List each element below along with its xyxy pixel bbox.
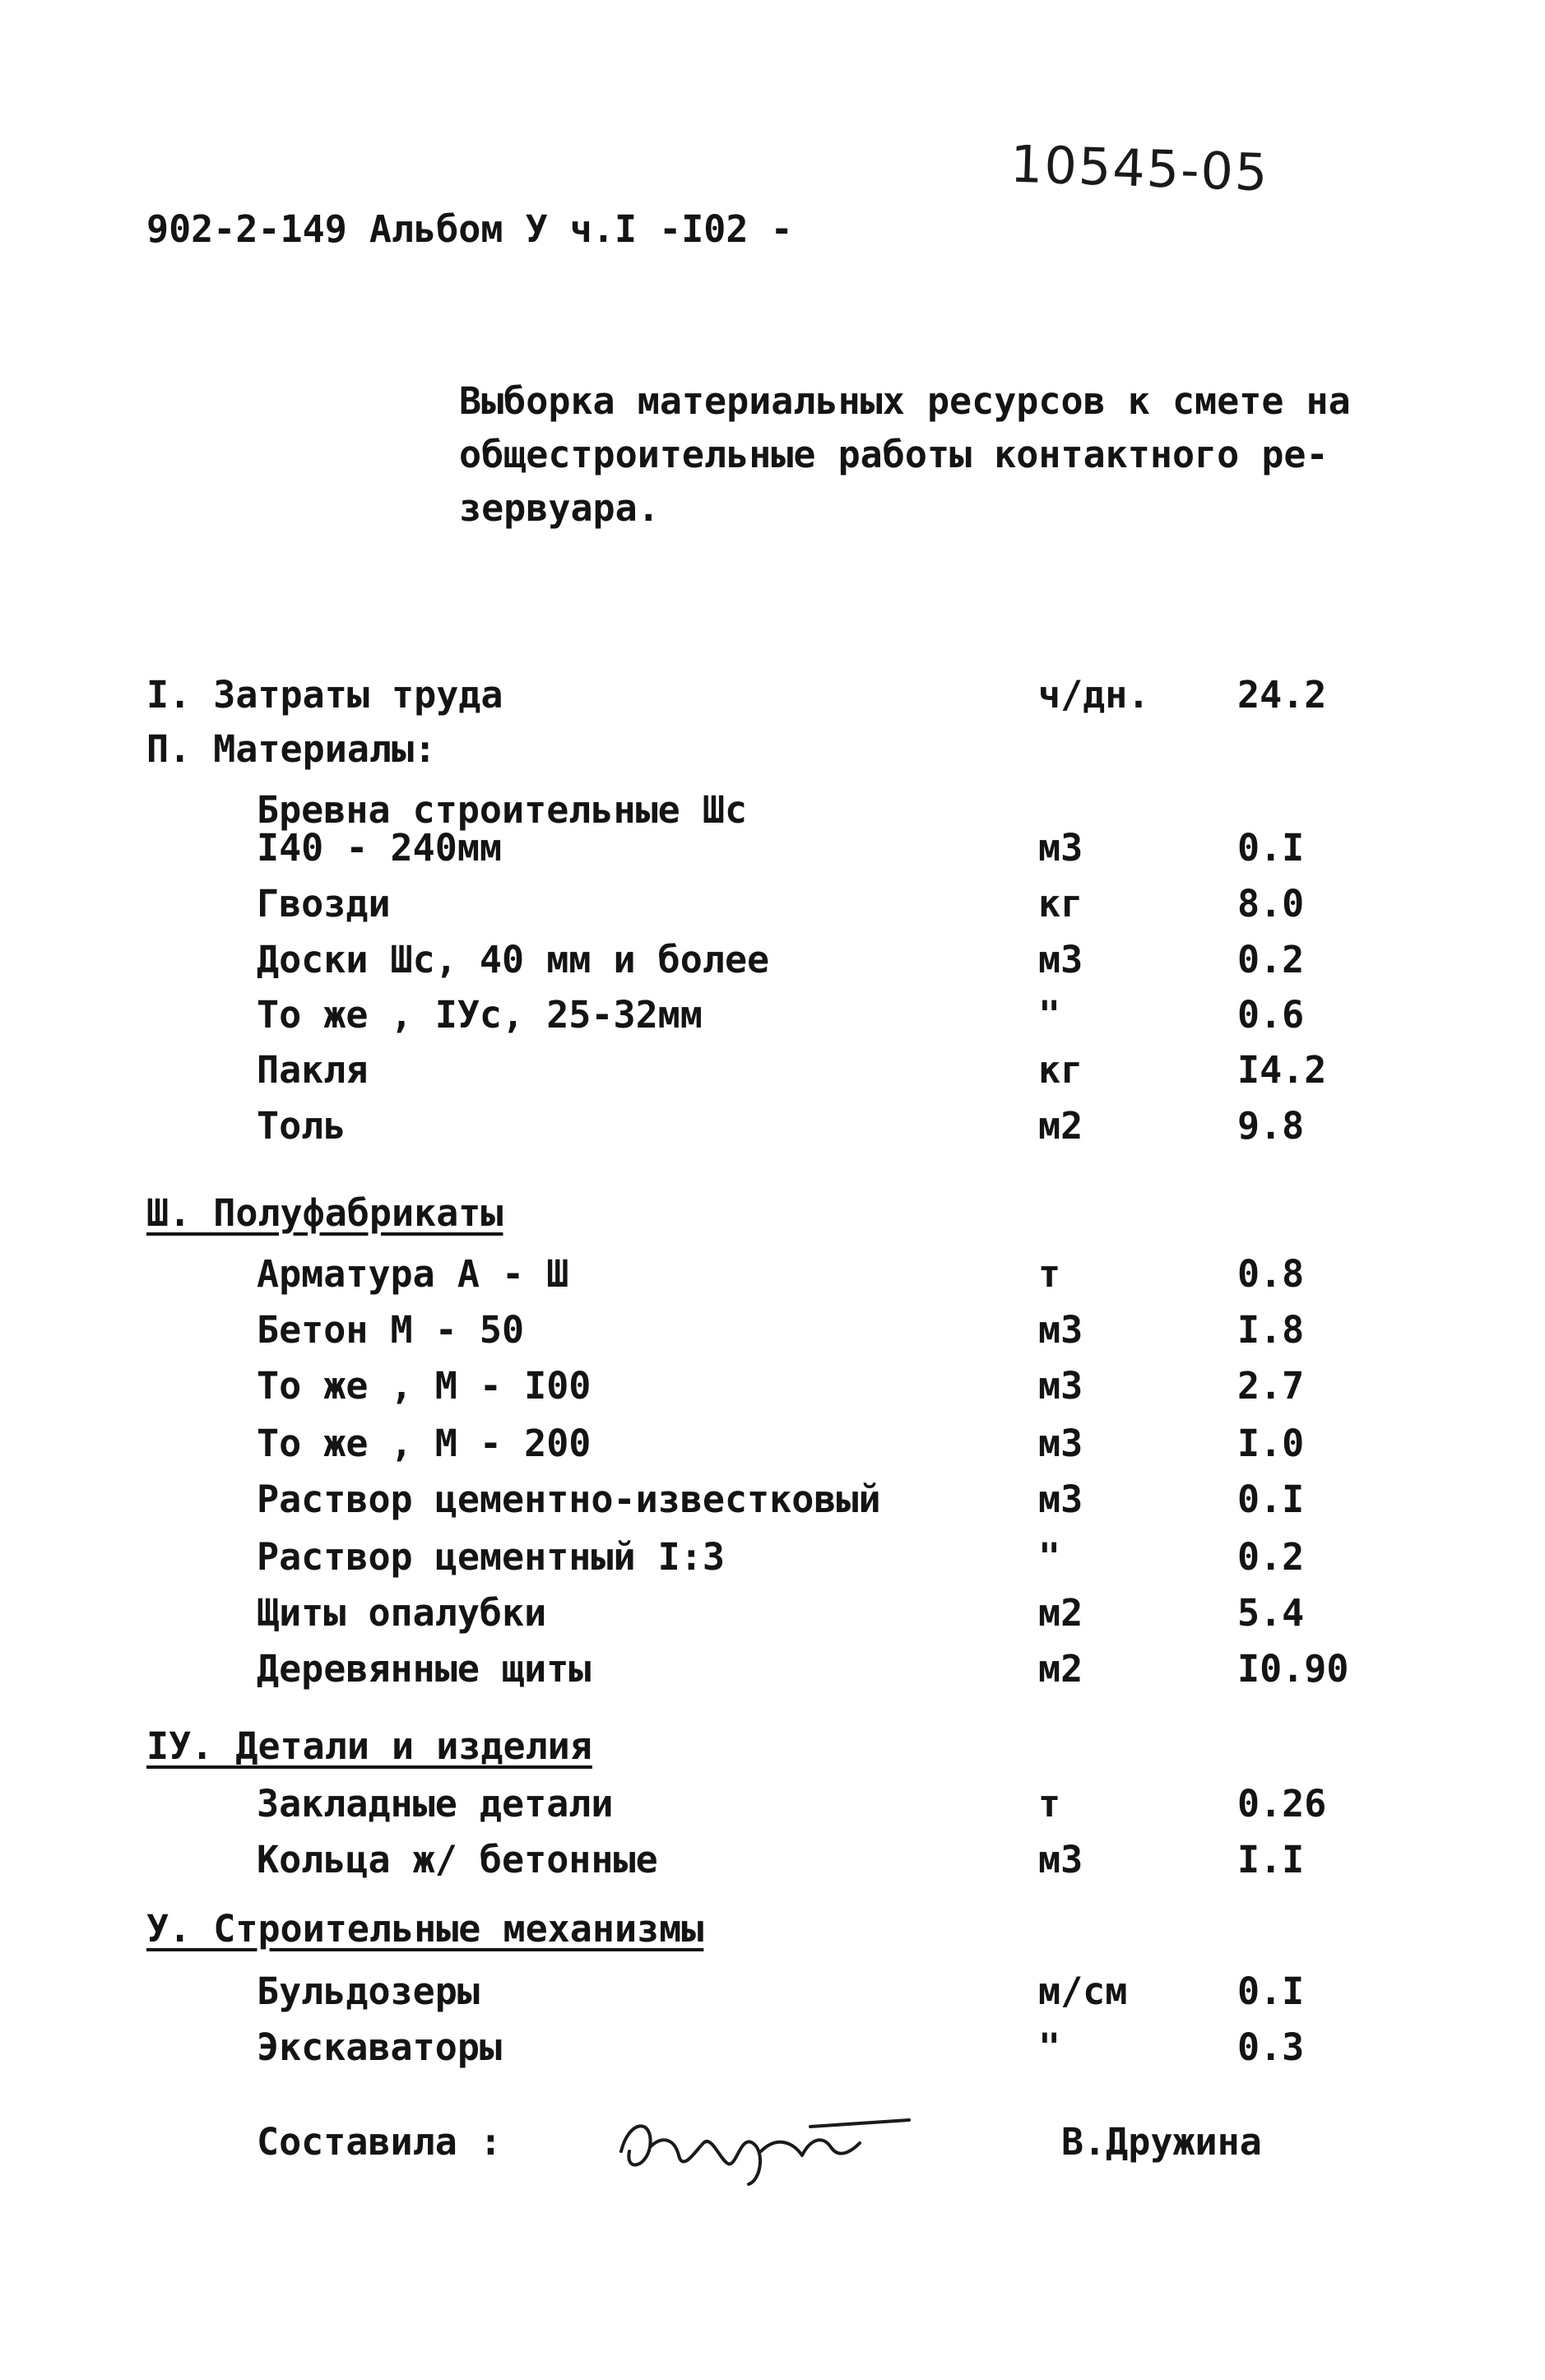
row-label: Доски Шс, 40 мм и более [257,938,770,981]
row-unit: м3 [1038,1838,1083,1881]
document-header: 902-2-149 Альбом У ч.I -I02 - [146,207,793,251]
resource-row [0,1252,1545,1306]
row-label: Бревна строительные Шс [257,788,748,832]
row-label: Пакля [257,1048,369,1092]
row-label: Щиты опалубки [257,1591,547,1635]
title-line: Выборка материальных ресурсов к смете на [459,379,1351,423]
row-unit: " [1038,1535,1061,1579]
row-quantity: 0.I [1237,826,1305,870]
resource-row [0,1422,1545,1476]
row-label: Арматура А - Ш [257,1252,569,1296]
row-quantity: I.I [1237,1838,1305,1881]
row-label: Деревянные щиты [257,1647,592,1691]
resource-row [0,1969,1545,2024]
resource-row [0,1364,1545,1418]
document-title [459,374,1405,535]
row-label: То же , М - 200 [257,1422,592,1465]
row-quantity: I4.2 [1237,1048,1327,1092]
row-unit: кг [1038,1048,1083,1092]
row-label: I40 - 240мм [257,826,503,870]
row-unit: м2 [1038,1104,1083,1148]
row-label: Кольца ж/ бетонные [257,1838,658,1881]
section-heading [0,727,1545,782]
signature-block [0,2102,1545,2192]
row-unit: м3 [1038,938,1083,981]
compiled-by-label: Составила : [257,2120,503,2164]
row-unit: м3 [1038,1364,1083,1408]
resource-row [0,882,1545,936]
row-unit: м2 [1038,1647,1083,1691]
row-quantity: 0.I [1237,1969,1305,2013]
row-label: Бульдозеры [257,1969,480,2013]
row-quantity: I0.90 [1237,1647,1349,1691]
row-quantity: 0.2 [1237,1535,1305,1579]
row-quantity: I.8 [1237,1308,1305,1352]
row-unit: т [1038,1252,1061,1296]
section-heading [0,1907,1545,1961]
resource-row [0,938,1545,992]
row-quantity: 0.8 [1237,1252,1305,1296]
row-quantity: 24.2 [1237,673,1327,717]
resource-row [0,826,1545,880]
row-unit: м3 [1038,1422,1083,1465]
row-unit: м/см [1038,1969,1128,2013]
resource-row [0,1478,1545,1532]
row-quantity: 9.8 [1237,1104,1305,1148]
row-label: П. Материалы: [146,727,437,771]
resource-row [0,673,1545,727]
resource-row [0,1647,1545,1701]
row-quantity: I.0 [1237,1422,1305,1465]
title-line: общестроительные работы контактного ре- [459,433,1329,476]
row-unit: т [1038,1782,1061,1826]
row-unit: " [1038,2025,1061,2069]
row-quantity: 0.2 [1237,938,1305,981]
row-unit: м3 [1038,1308,1083,1352]
row-unit: кг [1038,882,1083,926]
row-label: Раствор цементно-известковый [257,1478,881,1521]
resource-row [0,1535,1545,1589]
row-label: Закладные детали [257,1782,614,1826]
row-label: То же , IУс, 25-32мм [257,993,703,1037]
handwritten-signature [605,2102,917,2192]
row-quantity: 2.7 [1237,1364,1305,1408]
resource-row [0,1782,1545,1836]
row-label: Толь [257,1104,346,1148]
row-unit: м3 [1038,1478,1083,1521]
row-label: Бетон М - 50 [257,1308,525,1352]
row-quantity: 0.3 [1237,2025,1305,2069]
resource-row [0,993,1545,1047]
resource-row [0,1591,1545,1645]
row-label: Гвозди [257,882,391,926]
row-label: Раствор цементный I:3 [257,1535,725,1579]
resource-row [0,1104,1545,1158]
resource-row [0,1048,1545,1102]
archive-stamp-number: 10545-05 [1009,133,1270,203]
row-quantity: 8.0 [1237,882,1305,926]
section-heading [0,1724,1545,1779]
row-label: То же , М - I00 [257,1364,592,1408]
resource-row [0,1308,1545,1362]
row-unit: " [1038,993,1061,1037]
row-label: I. Затраты труда [146,673,503,717]
row-unit: м2 [1038,1591,1083,1635]
row-quantity: 0.6 [1237,993,1305,1037]
row-unit: ч/дн. [1038,673,1150,717]
resource-row [0,2025,1545,2080]
row-unit: м3 [1038,826,1083,870]
row-label: Ш. Полуфабрикаты [146,1191,503,1235]
resource-row [0,1838,1545,1892]
row-quantity: 0.I [1237,1478,1305,1521]
compiler-name: В.Дружина [1061,2120,1262,2164]
title-line: зервуара. [459,486,660,530]
row-quantity: 0.26 [1237,1782,1327,1826]
row-label: Экскаваторы [257,2025,503,2069]
section-heading [0,1191,1545,1246]
row-label: IУ. Детали и изделия [146,1724,592,1768]
row-quantity: 5.4 [1237,1591,1305,1635]
row-label: У. Строительные механизмы [146,1907,704,1951]
